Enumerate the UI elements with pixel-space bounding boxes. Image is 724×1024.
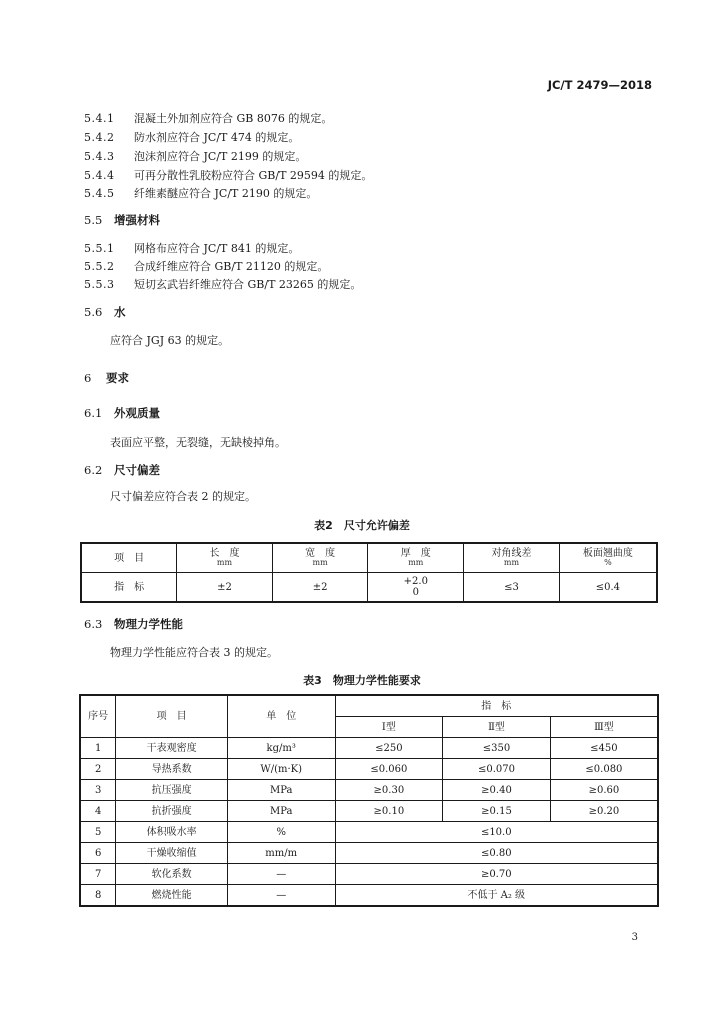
table-row [80, 801, 658, 822]
header-unit: mm [312, 558, 328, 568]
warp-value: ≤0.4 [559, 573, 657, 603]
header-no: 序号 [80, 695, 116, 738]
header-unit: mm [408, 558, 424, 568]
header-type2: Ⅱ型 [443, 717, 551, 738]
header-label: 宽 度 [305, 548, 336, 560]
clause-text: 短切玄武岩纤维应符合 GB/T 23265 的规定。 [134, 278, 362, 291]
clause-5-5-1 [84, 240, 299, 256]
clause-number: 5.5.2 [84, 260, 115, 273]
table3-caption: 表3 物理力学性能要求 [303, 674, 421, 687]
row-type2: ≥0.40 [443, 780, 551, 801]
row-type1: ≤250 [335, 738, 443, 759]
section-heading-5-6 [84, 304, 126, 320]
row-no: 4 [80, 801, 116, 822]
row-item: 导热系数 [116, 759, 228, 780]
header-unit: mm [216, 558, 233, 568]
row-no: 5 [80, 822, 116, 843]
table2-caption: 表2 尺寸允许偏差 [314, 519, 410, 532]
row-type3: ≥0.60 [550, 780, 658, 801]
paragraph-6-3: 物理力学性能应符合表 3 的规定。 [110, 646, 278, 659]
row-value: ≥0.70 [335, 864, 658, 885]
header-item: 项 目 [116, 695, 228, 738]
section-number: 5.5 [84, 213, 103, 227]
row-type2: ≤0.070 [443, 759, 551, 780]
table3-physical-mechanical [79, 694, 659, 907]
row-label: 指 标 [81, 573, 177, 603]
clause-text: 可再分散性乳胶粉应符合 GB/T 29594 的规定。 [134, 169, 373, 182]
row-no: 1 [80, 738, 116, 759]
row-unit: MPa [227, 801, 335, 822]
row-type2: ≤350 [443, 738, 551, 759]
row-value: 不低于 A₂ 级 [335, 885, 658, 907]
row-unit: W/(m·K) [227, 759, 335, 780]
clause-text: 合成纤维应符合 GB/T 21120 的规定。 [134, 260, 329, 273]
header-cell [464, 543, 560, 573]
table-row [80, 738, 658, 759]
section-title: 物理力学性能 [114, 617, 183, 631]
row-type3: ≤0.080 [550, 759, 658, 780]
header-unit: mm [503, 558, 520, 568]
clause-5-4-1 [84, 110, 332, 126]
clause-number: 5.4.2 [84, 131, 115, 144]
row-type3: ≥0.20 [550, 801, 658, 822]
header-label: 板面翘曲度 [582, 548, 633, 560]
header-cell [559, 543, 657, 573]
header-type3: Ⅲ型 [550, 717, 658, 738]
length-value: ±2 [177, 573, 273, 603]
row-item: 燃烧性能 [116, 885, 228, 907]
row-type1: ≤0.060 [335, 759, 443, 780]
clause-text: 防水剂应符合 JC/T 474 的规定。 [134, 131, 300, 144]
row-unit: MPa [227, 780, 335, 801]
section-title: 外观质量 [114, 406, 160, 420]
row-item: 干表观密度 [116, 738, 228, 759]
section-title: 要求 [106, 371, 129, 385]
width-value: ±2 [272, 573, 368, 603]
clause-number: 5.5.3 [84, 278, 115, 291]
page-number: 3 [631, 932, 638, 943]
row-value: ≤10.0 [335, 822, 658, 843]
header-label: 对角线差 [491, 548, 532, 560]
thickness-value [368, 573, 464, 603]
thickness-upper: +2.0 [403, 576, 428, 587]
section-heading-6-2 [84, 462, 160, 478]
clause-number: 5.4.3 [84, 150, 115, 163]
row-unit: kg/m³ [227, 738, 335, 759]
section-number: 6.2 [84, 463, 103, 477]
clause-number: 5.4.4 [84, 169, 115, 182]
section-heading-6-1 [84, 405, 160, 421]
paragraph-5-6: 应符合 JGJ 63 的规定。 [110, 334, 230, 347]
clause-number: 5.4.5 [84, 187, 115, 200]
row-item: 体积吸水率 [116, 822, 228, 843]
clause-5-5-3 [84, 276, 361, 292]
row-no: 2 [80, 759, 116, 780]
header-label: 厚 度 [400, 548, 431, 560]
row-item: 软化系数 [116, 864, 228, 885]
clause-text: 泡沫剂应符合 JC/T 2199 的规定。 [134, 150, 307, 163]
row-no: 3 [80, 780, 116, 801]
clause-5-5-2 [84, 258, 328, 274]
clause-number: 5.5.1 [84, 242, 115, 255]
table-row [80, 780, 658, 801]
section-number: 6 [84, 371, 92, 385]
table-row [80, 885, 658, 907]
header-type1: Ⅰ型 [335, 717, 443, 738]
clause-5-4-5 [84, 185, 317, 201]
row-unit: % [227, 822, 335, 843]
header-label: 长 度 [209, 548, 240, 560]
section-title: 尺寸偏差 [114, 463, 160, 477]
table-row [81, 573, 657, 603]
table-header-row [80, 695, 658, 717]
clause-text: 网格布应符合 JC/T 841 的规定。 [134, 242, 300, 255]
clause-5-4-3 [84, 148, 306, 164]
section-number: 5.6 [84, 305, 103, 319]
table-row [80, 843, 658, 864]
table-row [80, 759, 658, 780]
row-unit: — [227, 885, 335, 907]
row-unit: — [227, 864, 335, 885]
header-index: 指 标 [335, 695, 658, 717]
section-title: 水 [114, 305, 126, 319]
header-cell [368, 543, 464, 573]
clause-5-4-4 [84, 167, 372, 183]
table-row [80, 822, 658, 843]
header-cell [272, 543, 368, 573]
section-number: 6.1 [84, 406, 103, 420]
paragraph-6-2: 尺寸偏差应符合表 2 的规定。 [110, 490, 256, 503]
section-number: 6.3 [84, 617, 103, 631]
clause-text: 混凝土外加剂应符合 GB 8076 的规定。 [134, 112, 333, 125]
row-item: 抗折强度 [116, 801, 228, 822]
row-no: 6 [80, 843, 116, 864]
header-unit: 单 位 [227, 695, 335, 738]
section-heading-5-5 [84, 212, 160, 228]
row-no: 8 [80, 885, 116, 907]
row-type1: ≥0.10 [335, 801, 443, 822]
row-unit: mm/m [227, 843, 335, 864]
clause-5-4-2 [84, 129, 299, 145]
header-cell [177, 543, 273, 573]
table-row [80, 864, 658, 885]
section-heading-6 [84, 370, 129, 386]
thickness-lower: 0 [412, 587, 419, 598]
header-unit: % [604, 558, 612, 568]
diagonal-value: ≤3 [464, 573, 560, 603]
section-heading-6-3 [84, 616, 183, 632]
section-title: 增强材料 [114, 213, 160, 227]
clause-text: 纤维素醚应符合 JC/T 2190 的规定。 [134, 187, 318, 200]
paragraph-6-1: 表面应平整，无裂缝，无缺棱掉角。 [110, 436, 286, 449]
row-type2: ≥0.15 [443, 801, 551, 822]
standard-code: JC/T 2479—2018 [547, 78, 652, 92]
table2-dimension-tolerance [80, 542, 658, 603]
row-value: ≤0.80 [335, 843, 658, 864]
row-item: 抗压强度 [116, 780, 228, 801]
row-no: 7 [80, 864, 116, 885]
row-type1: ≥0.30 [335, 780, 443, 801]
clause-number: 5.4.1 [84, 112, 115, 125]
header-label: 项 目 [114, 552, 145, 564]
row-type3: ≤450 [550, 738, 658, 759]
row-item: 干燥收缩值 [116, 843, 228, 864]
header-cell [81, 543, 177, 573]
table-header-row [81, 543, 657, 573]
